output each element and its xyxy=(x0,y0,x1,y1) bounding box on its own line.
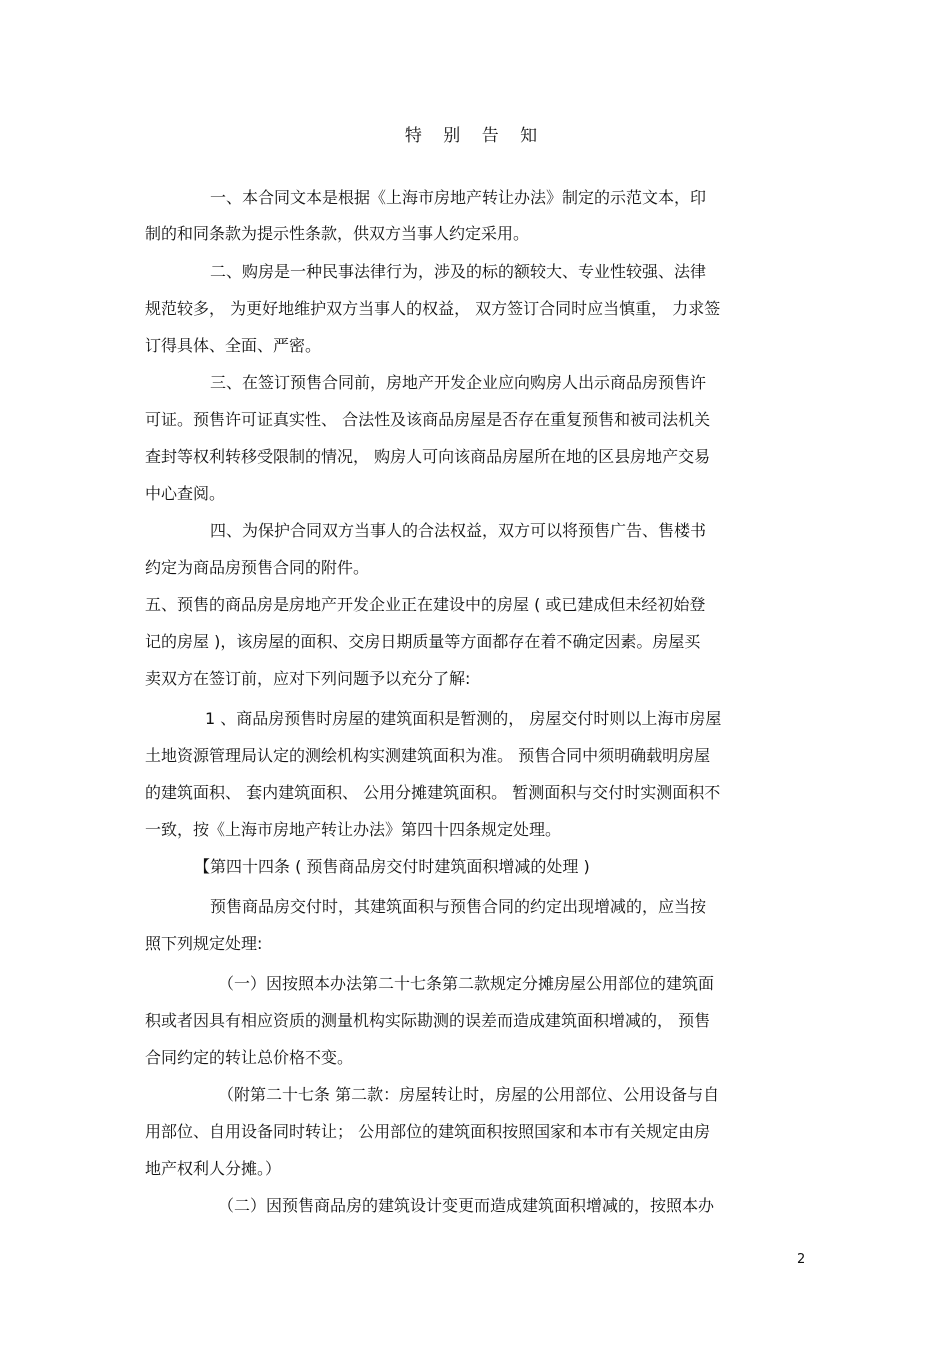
paragraph-line: 中心查阅。 xyxy=(145,484,226,503)
paragraph-line: 一致，按《上海市房地产转让办法》第四十四条规定处理。 xyxy=(145,820,562,839)
paragraph-line: 五、预售的商品房是房地产开发企业正在建设中的房屋 ( 或已建成但未经初始登 xyxy=(145,595,706,614)
paragraph-line: 用部位、自用设备同时转让； 公用部位的建筑面积按照国家和本市有关规定由房 xyxy=(145,1122,711,1141)
page-number: 2 xyxy=(797,1252,806,1267)
paragraph-line: （附第二十七条 第二款：房屋转让时，房屋的公用部位、公用设备与自 xyxy=(218,1085,720,1104)
paragraph-line: 四、为保护合同双方当事人的合法权益，双方可以将预售广告、售楼书 xyxy=(210,521,707,540)
page-title: 特 别 告 知 xyxy=(404,126,546,146)
paragraph-line: 土地资源管理局认定的测绘机构实测建筑面积为准。 预售合同中须明确载明房屋 xyxy=(145,746,711,765)
paragraph-line: 的建筑面积、 套内建筑面积、 公用分摊建筑面积。 暂测面积与交付时实测面积不 xyxy=(145,783,721,802)
paragraph-line: 预售商品房交付时，其建筑面积与预售合同的约定出现增减的，应当按 xyxy=(210,897,707,916)
paragraph-line: 地产权利人分摊。） xyxy=(145,1159,282,1178)
paragraph-line: 【第四十四条 ( 预售商品房交付时建筑面积增减的处理 ) xyxy=(194,857,590,876)
paragraph-line: 二、购房是一种民事法律行为，涉及的标的额较大、专业性较强、法律 xyxy=(210,262,707,281)
paragraph-line: （一）因按照本办法第二十七条第二款规定分摊房屋公用部位的建筑面 xyxy=(218,974,715,993)
paragraph-line: 积或者因具有相应资质的测量机构实际勘测的误差而造成建筑面积增减的， 预售 xyxy=(145,1011,711,1030)
paragraph-line: 三、在签订预售合同前，房地产开发企业应向购房人出示商品房预售许 xyxy=(210,373,707,392)
paragraph-line: 记的房屋 )，该房屋的面积、交房日期质量等方面都存在着不确定因素。房屋买 xyxy=(145,632,701,651)
paragraph-line: 查封等权利转移受限制的情况， 购房人可向该商品房屋所在地的区县房地产交易 xyxy=(145,447,711,466)
paragraph-line: 照下列规定处理: xyxy=(145,934,263,953)
paragraph-line: 合同约定的转让总价格不变。 xyxy=(145,1048,354,1067)
paragraph-line: 订得具体、全面、严密。 xyxy=(145,336,322,355)
paragraph-line: 可证。预售许可证真实性、 合法性及该商品房屋是否存在重复预售和被司法机关 xyxy=(145,410,711,429)
paragraph-line: （二）因预售商品房的建筑设计变更而造成建筑面积增减的，按照本办 xyxy=(218,1196,715,1215)
paragraph-line: 一、本合同文本是根据《上海市房地产转让办法》制定的示范文本，印 xyxy=(210,188,707,207)
paragraph-line: 规范较多， 为更好地维护双方当事人的权益， 双方签订合同时应当慎重， 力求签 xyxy=(145,299,721,318)
paragraph-line: 1 、商品房预售时房屋的建筑面积是暂测的， 房屋交付时则以上海市房屋 xyxy=(205,709,722,728)
paragraph-line: 卖双方在签订前，应对下列问题予以充分了解: xyxy=(145,669,471,688)
paragraph-line: 制的和同条款为提示性条款，供双方当事人约定采用。 xyxy=(145,224,530,243)
paragraph-line: 约定为商品房预售合同的附件。 xyxy=(145,558,370,577)
